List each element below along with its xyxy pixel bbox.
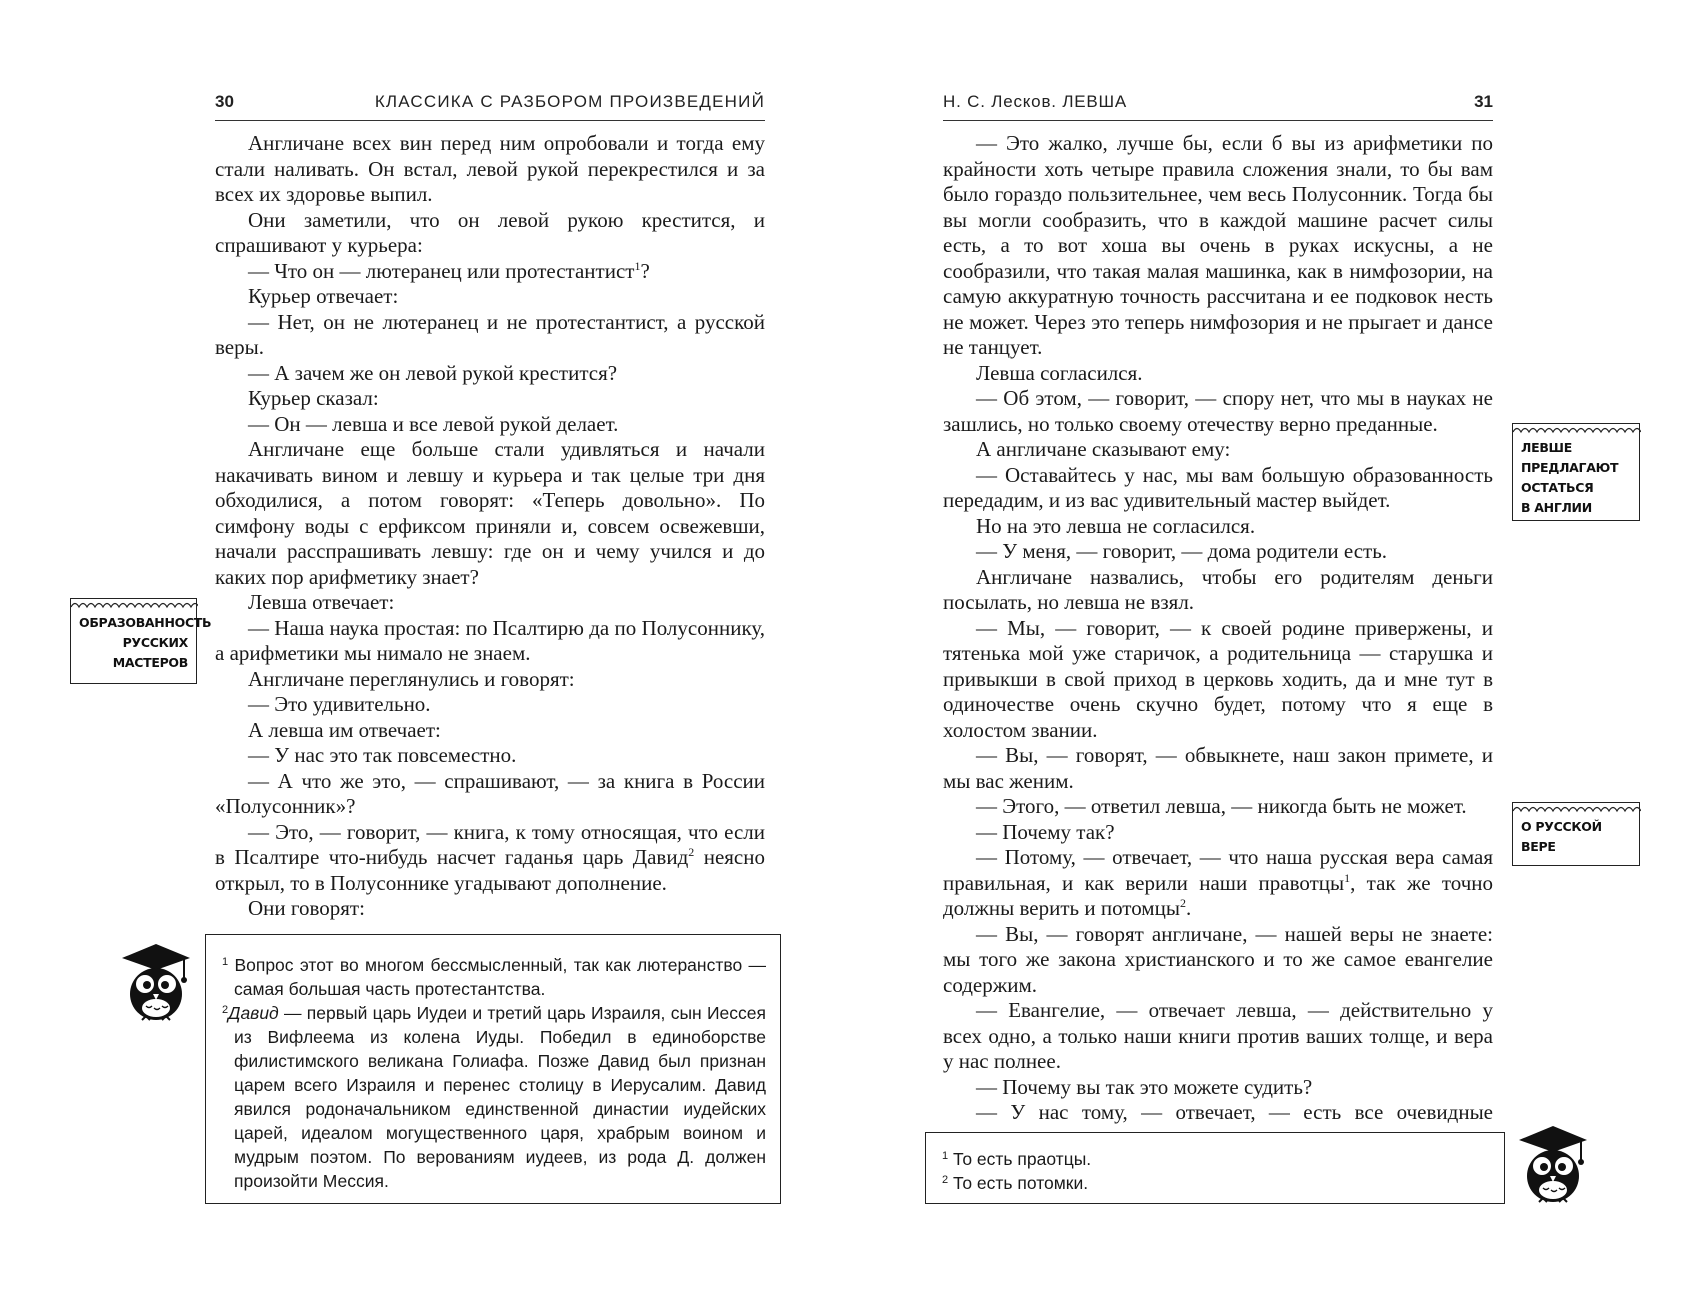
scalloped-edge [1513,803,1641,813]
paragraph-text: Курьер сказал: [248,386,379,410]
paragraph [215,310,765,361]
paragraph-text: — Вы, — говорят, — обвыкнете, наш закон примете, и мы вас женим. [943,743,1493,793]
paragraph-text: — Вы, — говорят англичане, — нашей веры не знаете: мы того же закона христианского и то же самое евангелие содержим. [943,921,1493,997]
footnote-term: Давид [228,1003,279,1023]
paragraph [215,896,765,922]
footnote-number: 2 [942,1174,949,1186]
paragraph [943,743,1493,794]
paragraph [215,820,765,897]
margin-note-education [70,598,212,684]
paragraph [943,616,1493,744]
paragraph-text: неясно открыл, то в Полусоннике угадывают дополнение. [215,845,765,895]
paragraph-text: — Это, — говорит, — книга, к тому относящая, что если в Псалтире что-нибудь насчет гаданья царь Давид [215,819,765,869]
margin-note-line: ОБРАЗОВАННОСТЬ [79,615,212,630]
paragraph-text: Левша отвечает: [248,590,395,614]
paragraph-text: — Потому, — отвечает, — что наша русская вера самая правильная, и как верили наши правотцы [943,845,1493,895]
paragraph-text: — Наша наука простая: по Псалтирю да по Полусоннику, а арифметики мы нимало не знаем. [215,615,765,665]
paragraph-text: — Об этом, — говорит, — спору нет, что мы в науках не зашлись, но только своему отечеству верно преданные. [943,386,1493,436]
footnote-number: 2 [222,1004,229,1016]
paragraph-text: — А зачем же он левой рукой крестится? [248,360,618,385]
paragraph [215,259,765,285]
right-page [845,0,1690,1312]
scalloped-edge [1513,424,1641,434]
margin-note-line: ВЕРЕ [1521,839,1556,854]
footnote-text: — первый царь Иудеи и третий царь Израиля, сын Иессея из Вифлеема из колена Иуды. Победил в единоборстве филистимского великана Голиафа. Позже Давид был признан царем всего Израиля и перенес столицу в Иерусалим. Давид явился родоначальником единственной династии иудейских царей, идеалом могущественного царя, храбрым воином и мудрым поэтом. По верованиям иудеев, из рода Д. должен произойти Мессия. [234,1003,766,1191]
margin-note-line: ОСТАТЬСЯ [1521,480,1594,495]
paragraph [943,922,1493,999]
paragraph [943,514,1493,540]
paragraph [215,718,765,744]
footnote-text: То есть потомки. [953,1173,1089,1193]
paragraph-text: — Этого, — ответил левша, — никогда быть не может. [976,794,1467,818]
margin-note-line: ЛЕВШЕ [1521,440,1572,455]
paragraph-text: Курьер отвечает: [248,284,399,308]
paragraph-text: — У нас это так повсеместно. [248,743,517,767]
paragraph-text: — Нет, он не лютеранец и не протестантист, а русской веры. [215,309,765,359]
margin-note-stay-in-england [1512,423,1640,521]
page-number: 30 [215,92,234,111]
owl-icon [1515,1124,1591,1204]
footnote-number: 1 [942,1150,949,1162]
paragraph [943,131,1493,361]
paragraph-text: . [1185,896,1192,920]
footnote-marker: 2 [688,845,695,859]
paragraph [943,539,1493,565]
paragraph-text: — Почему вы так это можете судить? [976,1074,1313,1099]
paragraph-text: — Это удивительно. [248,692,431,716]
footnote [942,1171,1490,1195]
paragraph [215,284,765,310]
paragraph-text: Англичане всех вин перед ним опробовали и тогда ему стали наливать. Он встал, левой рукой перекрестился и за всех их здоровье выпил. [215,131,765,206]
footnote [942,1147,1490,1171]
footnote-marker: 2 [1179,896,1186,910]
paragraph [943,565,1493,616]
right-body-text [943,131,1493,1151]
margin-note-line: ПРЕДЛАГАЮТ [1521,460,1619,475]
margin-note-line: О РУССКОЙ [1521,819,1602,834]
paragraph [943,463,1493,514]
paragraph [215,131,765,208]
footnote-number: 1 [222,956,229,968]
paragraph-text: А англичане сказывают ему: [976,437,1231,461]
margin-note-line: РУССКИХ [122,635,188,650]
paragraph-text: — Евангелие, — отвечает левша, — действительно у всех одно, а только наши книги против ваших толще, и вера у нас полнее. [943,998,1493,1073]
paragraph-text: — Что он — лютеранец или протестантист [248,258,635,283]
paragraph [943,386,1493,437]
right-page-header [943,90,1493,121]
footnotes-box [205,934,781,1204]
paragraph-text: А левша им отвечает: [248,717,441,742]
paragraph-text: Они заметили, что он левой рукою крестится, и спрашивают у курьера: [215,207,765,257]
paragraph-text: Левша согласился. [976,360,1143,385]
paragraph [215,616,765,667]
footnote [222,1001,766,1193]
paragraph-text: , так же точно должны верить и потомцы [943,870,1493,920]
footnote-text: То есть праотцы. [953,1149,1092,1169]
paragraph-text: — Он — левша и все левой рукой делает. [248,411,619,436]
paragraph [215,361,765,387]
footnote [222,953,766,1001]
paragraph-text: — Мы, — говорит, — к своей родине привержены, и тятенька мой уже старичок, а родительница — старушка и привыкши в свой приход в церковь ходить, да и мне тут в одиночестве очень скучно будет, потому что я еще в холостом звании. [943,615,1493,742]
paragraph [943,998,1493,1075]
paragraph [215,412,765,438]
footnote-marker: 1 [1344,870,1351,885]
paragraph [215,769,765,820]
margin-note-line: МАСТЕРОВ [112,655,188,670]
paragraph-text: Англичане назвались, чтобы его родителям деньги посылать, но левша не взял. [943,564,1493,614]
paragraph-text: — А что же это, — спрашивают, — за книга в России «Полусонник»? [215,768,765,818]
margin-note-russian-faith [1512,802,1640,866]
footnote-text: Вопрос этот во многом бессмысленный, так как лютеранство — самая большая часть протестантства. [234,955,766,999]
paragraph [215,692,765,718]
paragraph-text: — У нас тому, — отвечает, — есть все очевидные [976,1100,1493,1124]
footnotes-box [925,1132,1505,1204]
paragraph-text: — Оставайтесь у нас, мы вам большую образованность передадим, и из вас удивительный мастер выйдет. [943,462,1493,512]
paragraph [215,590,765,616]
paragraph [215,208,765,259]
paragraph [943,1075,1493,1101]
paragraph-text: Они говорят: [248,896,365,920]
paragraph-text: Англичане переглянулись и говорят: [248,666,575,691]
paragraph [215,437,765,590]
paragraph-text: Англичане еще больше стали удивляться и начали накачивать вином и левшу и курьера и так целые три дня обходилися, а потом говорят: «Теперь довольно». По симфону воды с ерфиксом приняли и, совсем освежевши, начали расспрашивать левшу: где он и чему учился и до каких пор арифметику знает? [215,437,765,589]
left-page-header [215,90,765,121]
paragraph-text: — У меня, — говорит, — дома родители есть. [976,539,1388,563]
paragraph [943,361,1493,387]
left-body-text [215,131,765,922]
paragraph [943,437,1493,463]
paragraph-text: ? [640,258,650,283]
paragraph-text: — Это жалко, лучше бы, если б вы из арифметики по крайности хоть четыре правила сложения знали, то бы вам было гораздо пользительнее, чем весь Полусонник. Тогда бы вы могли сообразить, что в каждой машине расчет силы есть, а то вот хоша вы очень в руках искусны, а не сообразили, что такая малая машинка, как в нимфозории, на самую аккуратную точность рассчитана и ее подковок несть не может. Через это теперь нимфозория и не прыгает и дансе не танцует. [943,131,1493,359]
paragraph [215,386,765,412]
paragraph [943,820,1493,846]
paragraph-text: — Почему так? [976,819,1115,844]
paragraph [215,667,765,693]
page-number: 31 [1474,92,1493,111]
running-header: Н. С. Лесков. ЛЕВША [943,92,1128,111]
paragraph [943,845,1493,922]
footnote-marker: 1 [634,258,641,273]
paragraph-text: Но на это левша не согласился. [976,513,1256,538]
owl-icon [118,942,194,1022]
paragraph [943,794,1493,820]
paragraph [215,743,765,769]
margin-note-line: В АНГЛИИ [1521,500,1592,515]
scalloped-edge [71,599,198,609]
running-header: КЛАССИКА С РАЗБОРОМ ПРОИЗВЕДЕНИЙ [374,92,765,111]
